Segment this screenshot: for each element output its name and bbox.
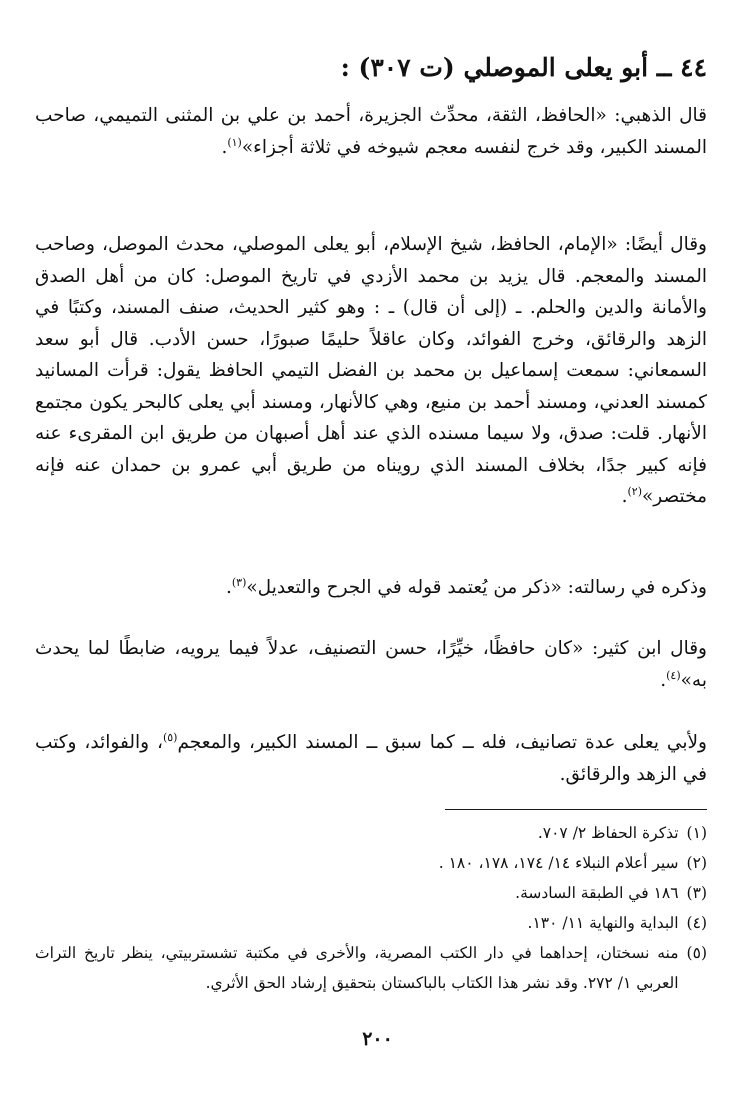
page-number: ٢٠٠ bbox=[362, 1028, 393, 1050]
paragraph-text-continued: ، والفوائد، وكتب في الزهد والرقائق. bbox=[35, 732, 707, 785]
paragraph-text: ولأبي يعلى عدة تصانيف، فله ــ كما سبق ــ المسند الكبير، والمعجم bbox=[177, 732, 707, 753]
paragraph-text: وقال ابن كثير: «كان حافظًا، خيِّرًا، حسن التصنيف، عدلاً فيما يرويه، ضابطًا لما يحدث به» bbox=[35, 638, 707, 691]
footnote-text: تذكرة الحفاظ ٢/ ٧٠٧. bbox=[537, 824, 679, 842]
paragraph-end: . bbox=[221, 136, 228, 158]
paragraph-end: . bbox=[660, 669, 667, 691]
footnote-item bbox=[35, 848, 707, 878]
paragraph-end: . bbox=[621, 486, 628, 507]
paragraph-end: . bbox=[225, 577, 232, 598]
footnotes-section bbox=[35, 818, 707, 998]
footnote-item bbox=[35, 938, 707, 998]
footnote-number: (٢) bbox=[686, 854, 707, 872]
footnote-ref-1: (١) bbox=[227, 135, 242, 149]
footnote-item bbox=[35, 818, 707, 848]
footnote-ref-2: (٢) bbox=[627, 484, 642, 498]
paragraph-risala-mention bbox=[35, 572, 707, 604]
paragraph-text: وقال أيضًا: «الإمام، الحافظ، شيخ الإسلام، أبو يعلى الموصلي، محدث الموصل، وصاحب المسند والمعجم. قال يزيد بن محمد الأزدي في تاريخ الموصل: كان من أهل الصدق والأمانة والدين والحلم. ـ (إلى أن قال) ـ : وهو كثير الحديث، صنف المسند، وكتبًا في الزهد والرقائق، وخرج الفوائد، وكان عاقلاً حليمًا صبورًا، حسن الأدب. قال أبو سعد السمعاني: سمعت إسماعيل بن محمد بن الفضل التيمي الحافظ يقول: قرأت المسانيد كمسند العدني، ومسند أحمد بن منيع، وهي كالأنهار، ومسند أبي يعلى كالبحر يكون مجتمع الأنهار. قلت: صدق، ولا سيما مسنده الذي عند أهل أصبهان من طريق ابن المقرىء عنه فإنه كبير جدًا، بخلاف المسند الذي رويناه من طريق أبي عمرو بن حمدان عنه فإنه مختصر» bbox=[35, 234, 707, 507]
paragraph-dhahabi-quote bbox=[35, 100, 707, 163]
footnote-separator bbox=[445, 809, 707, 810]
footnote-text: البداية والنهاية ١١/ ١٣٠. bbox=[527, 914, 679, 932]
footnote-ref-3: (٣) bbox=[231, 575, 247, 589]
paragraph-ibn-kathir-quote bbox=[35, 633, 707, 696]
footnote-number: (٤) bbox=[686, 914, 707, 932]
footnote-text: ١٨٦ في الطبقة السادسة. bbox=[515, 884, 679, 902]
paragraph-works bbox=[35, 727, 707, 790]
footnote-text: سير أعلام النبلاء ١٤/ ١٧٤، ١٧٨، ١٨٠ . bbox=[438, 854, 679, 872]
footnote-item bbox=[35, 878, 707, 908]
paragraph-text: وذكره في رسالته: «ذكر من يُعتمد قوله في الجرح والتعديل» bbox=[246, 577, 707, 598]
footnote-ref-4: (٤) bbox=[666, 668, 681, 682]
footnote-text: منه نسختان، إحداهما في دار الكتب المصرية، والأخرى في مكتبة تشستربيتي، ينظر تاريخ التراث العربي ١/ ٢٧٢. وقد نشر هذا الكتاب بالباكستان بتحقيق إرشاد الحق الأثري. bbox=[35, 944, 679, 992]
footnote-number: (٣) bbox=[686, 884, 707, 902]
footnote-ref-5: (٥) bbox=[162, 730, 178, 744]
paragraph-dhahabi-second-quote bbox=[35, 229, 707, 513]
footnote-number: (٥) bbox=[686, 944, 707, 962]
paragraph-text: قال الذهبي: «الحافظ، الثقة، محدِّث الجزيرة، أحمد بن علي بن المثنى التميمي، صاحب المسند الكبير، وقد خرج لنفسه معجم شيوخه في ثلاثة أجزاء» bbox=[35, 105, 707, 158]
footnote-item bbox=[35, 908, 707, 938]
footnote-number: (١) bbox=[686, 824, 707, 842]
entry-heading: ٤٤ ــ أبو يعلى الموصلي (ت ٣٠٧) : bbox=[340, 53, 707, 82]
